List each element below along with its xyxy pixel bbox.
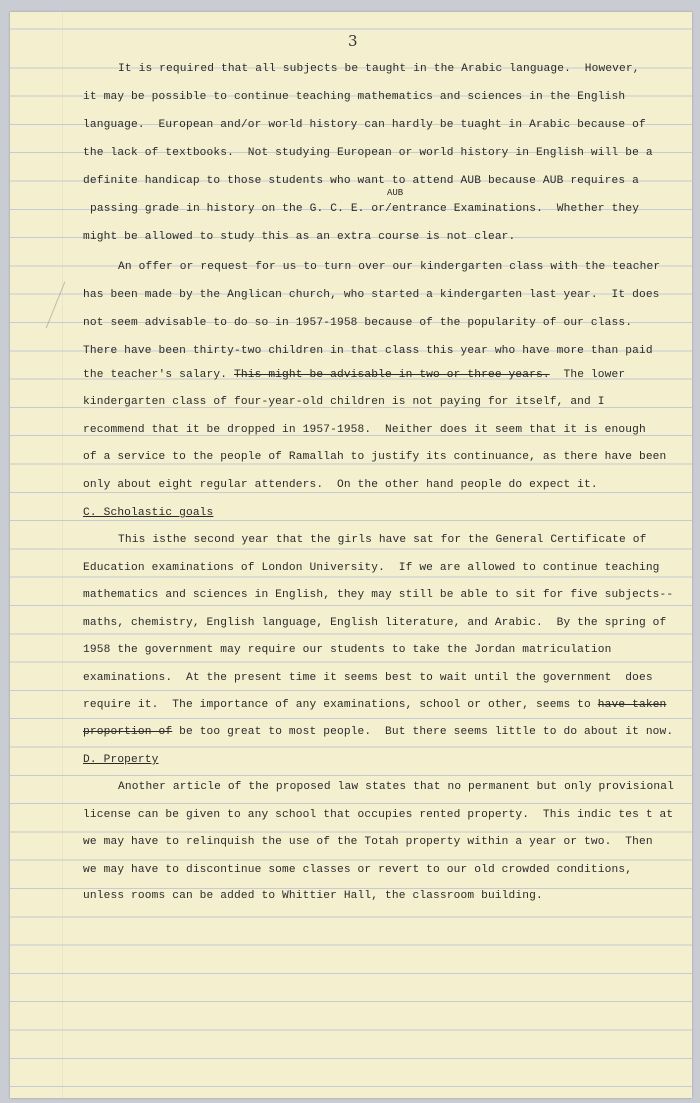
page-number: 3 xyxy=(348,32,358,50)
line-text: only about eight regular attenders. On the other hand people do expect it. xyxy=(83,479,598,491)
line-text: language. European and/or world history can hardly be tuaght in Arabic because of xyxy=(83,119,646,131)
line-text: the teacher's salary. xyxy=(83,369,234,381)
handwritten-insertion: AUB xyxy=(387,188,404,198)
line-text: has been made by the Anglican church, who started a kindergarten last year. It does xyxy=(83,289,660,301)
text-line xyxy=(118,780,674,794)
text-line xyxy=(83,863,632,877)
line-text: might be allowed to study this as an extra course is not clear. xyxy=(83,231,516,243)
line-text: not seem advisable to do so in 1957-1958 because of the popularity of our class. xyxy=(83,317,633,329)
line-text: There have been thirty-two children in that class this year who have more than paid xyxy=(83,345,653,357)
line-text: D. Property xyxy=(83,754,159,766)
line-text: mathematics and sciences in English, they may still be able to sit for five subjects-- xyxy=(83,589,674,601)
line-text: we may have to discontinue some classes or revert to our old crowded conditions, xyxy=(83,864,633,876)
struck-out-text: This might be advisable in two or three years. xyxy=(234,369,550,381)
text-line xyxy=(83,725,673,739)
text-line xyxy=(83,368,625,382)
line-text: recommend that it be dropped in 1957-1958. Neither does it seem that it is enough xyxy=(83,424,646,436)
line-text: C. Scholastic goals xyxy=(83,507,214,519)
line-text: require it. The importance of any examinations, school or other, seems to xyxy=(83,699,598,711)
struck-out-text: have taken xyxy=(597,699,667,711)
text-line xyxy=(83,118,646,132)
text-line xyxy=(83,90,625,104)
document-page xyxy=(10,12,692,1098)
text-line xyxy=(118,533,647,547)
text-line xyxy=(83,671,653,685)
text-line xyxy=(83,478,598,492)
line-text: An offer or request for us to turn over our kindergarten class with the teacher xyxy=(118,261,661,273)
line-text: it may be possible to continue teaching mathematics and sciences in the English xyxy=(83,91,626,103)
text-line xyxy=(83,561,660,575)
line-text: passing grade in history on the G. C. E. or/entrance Examinations. Whether they xyxy=(90,203,640,215)
line-text: examinations. At the present time it seems best to wait until the government does xyxy=(83,672,653,684)
line-text: maths, chemistry, English language, English literature, and Arabic. By the spring of xyxy=(83,617,667,629)
line-text: This isthe second year that the girls have sat for the General Certificate of xyxy=(118,534,647,546)
section-heading xyxy=(83,506,213,520)
text-line xyxy=(83,643,612,657)
text-line xyxy=(83,230,515,244)
text-line xyxy=(83,698,666,712)
text-line xyxy=(83,616,666,630)
line-text: definite handicap to those students who want to attend AUB because AUB requires a xyxy=(83,175,639,187)
text-line xyxy=(83,316,632,330)
text-line xyxy=(83,423,646,437)
line-text: Another article of the proposed law states that no permanent but only provisional xyxy=(118,781,674,793)
line-text: kindergarten class of four-year-old children is not paying for itself, and I xyxy=(83,396,605,408)
line-text: of a service to the people of Ramallah to justify its continuance, as there have been xyxy=(83,451,667,463)
text-line xyxy=(118,62,640,76)
text-line xyxy=(83,146,653,160)
line-text-continued: be too great to most people. But there seems little to do about it now. xyxy=(172,726,674,738)
text-line xyxy=(83,588,673,602)
text-line xyxy=(83,344,653,358)
line-text-continued: The lower xyxy=(549,369,626,381)
line-text: It is required that all subjects be taught in the Arabic language. However, xyxy=(118,63,640,75)
line-text: the lack of textbooks. Not studying European or world history in English will be a xyxy=(83,147,653,159)
text-line xyxy=(83,835,653,849)
text-line xyxy=(83,395,605,409)
margin-rule xyxy=(62,12,63,1098)
line-text: we may have to relinquish the use of the Totah property within a year or two. Then xyxy=(83,836,653,848)
line-text: license can be given to any school that occupies rented property. This indic tes t at xyxy=(83,809,674,821)
line-text: unless rooms can be added to Whittier Hall, the classroom building. xyxy=(83,890,543,902)
text-line xyxy=(83,808,673,822)
text-line xyxy=(90,202,639,216)
struck-out-text: proportion of xyxy=(83,726,173,738)
line-text: 1958 the government may require our students to take the Jordan matriculation xyxy=(83,644,612,656)
section-heading xyxy=(83,753,159,767)
text-line xyxy=(83,174,639,188)
text-line xyxy=(83,450,666,464)
line-text: Education examinations of London University. If we are allowed to continue teaching xyxy=(83,562,660,574)
text-line xyxy=(83,288,660,302)
text-line xyxy=(83,889,543,903)
text-line xyxy=(118,260,660,274)
